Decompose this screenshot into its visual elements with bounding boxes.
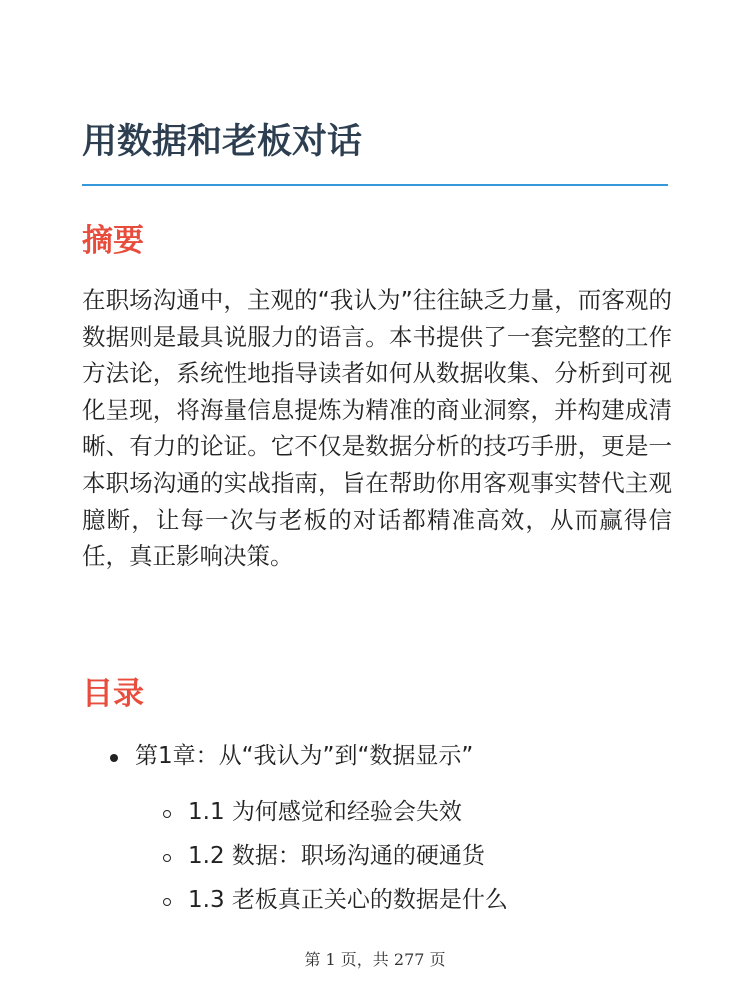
toc-section-1-3[interactable]: 1.3 老板真正关心的数据是什么 <box>188 887 508 913</box>
abstract-heading: 摘要 <box>82 223 144 259</box>
bullet-circle-icon <box>163 854 171 862</box>
page-footer: 第 1 页，共 277 页 <box>304 950 446 969</box>
toc-section-1-2[interactable]: 1.2 数据：职场沟通的硬通货 <box>188 843 485 869</box>
bullet-circle-icon <box>163 810 171 818</box>
toc-heading: 目录 <box>82 676 144 712</box>
title-divider <box>82 184 668 186</box>
bullet-disc-icon <box>110 754 118 762</box>
bullet-circle-icon <box>163 898 171 906</box>
toc-chapter-1[interactable]: 第1章：从“我认为”到“数据显示” <box>135 743 474 769</box>
abstract-paragraph: 在职场沟通中，主观的“我认为”往往缺乏力量，而客观的数据则是最具说服力的语言。本书提供了一套完整的工作方法论，系统性地指导读者如何从数据收集、分析到可视化呈现，将海量信息提炼为精准的商业洞察，并构建成清晰、有力的论证。它不仅是数据分析的技巧手册，更是一本职场沟通的实战指南，旨在帮助你用客观事实替代主观臆断，让每一次与老板的对话都精准高效，从而赢得信任，真正影响决策。 <box>82 286 672 571</box>
document-title: 用数据和老板对话 <box>82 122 363 162</box>
toc-section-1-1[interactable]: 1.1 为何感觉和经验会失效 <box>188 799 462 825</box>
